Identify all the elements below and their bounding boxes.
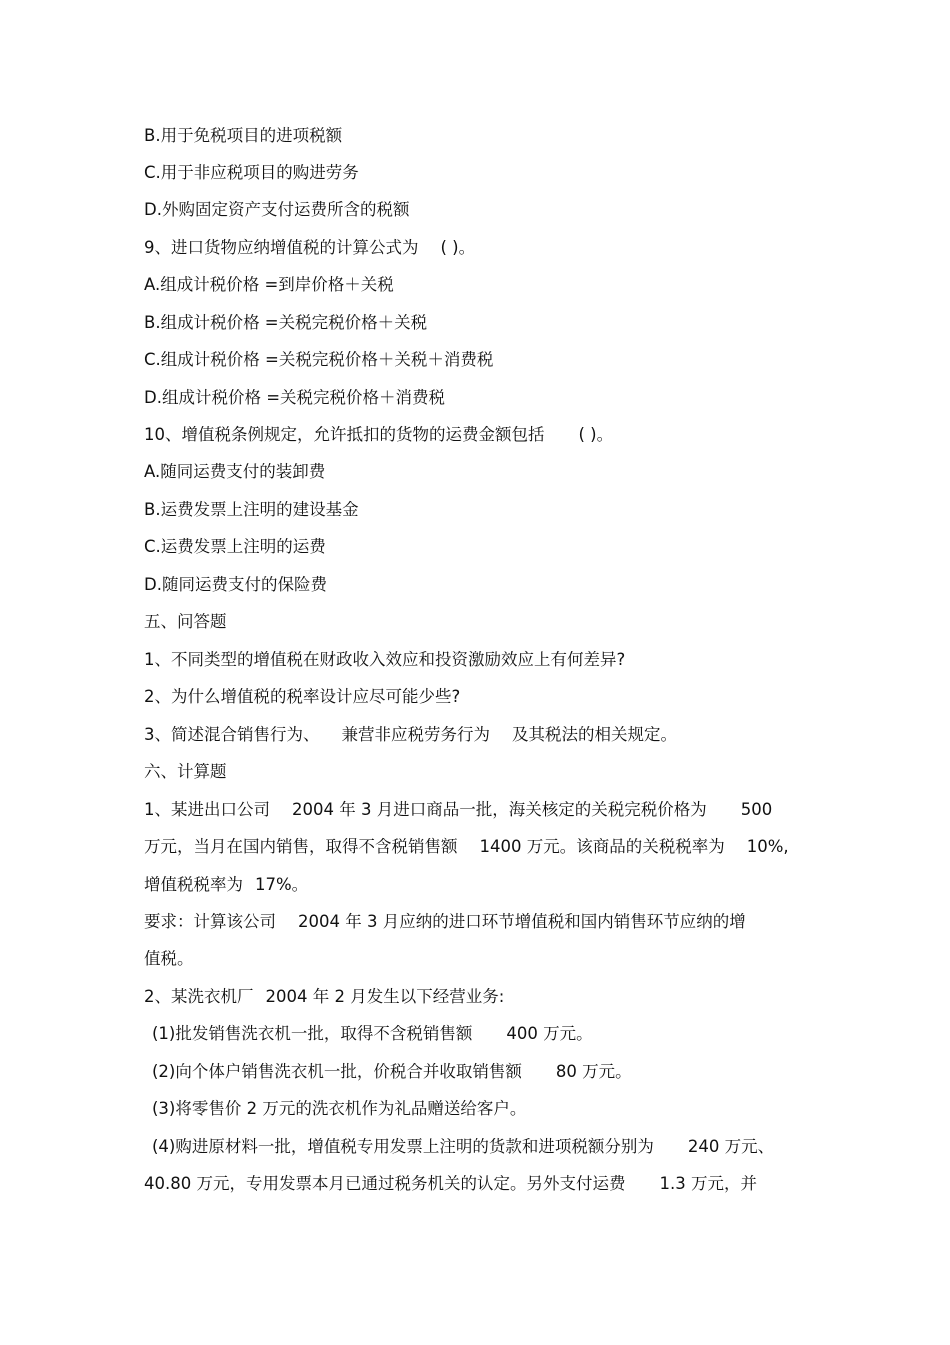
answer-blank: ( )。	[440, 238, 476, 257]
text: 40.80 万元，专用发票本月已通过税务机关的认定。另外支付运费	[144, 1174, 626, 1193]
text: B.组成计税价格 =关税完税价格＋关税	[144, 313, 428, 332]
text: D.随同运费支付的保险费	[144, 575, 327, 594]
text: 2004 年 3 月应纳的进口环节增值税和国内销售环节应纳的增	[298, 912, 746, 931]
q9-option-b	[144, 312, 427, 334]
text: A.组成计税价格 =到岸价格＋关税	[144, 275, 394, 294]
text: 值税。	[144, 949, 194, 968]
text: (4)购进原材料一批，增值税专用发票上注明的货款和进项税额分别为	[152, 1137, 654, 1156]
text: (1)批发销售洗衣机一批，取得不含税销售额	[152, 1024, 473, 1043]
text: (2)向个体户销售洗衣机一批，价税合并收取销售额	[152, 1062, 522, 1081]
text: 1、不同类型的增值税在财政收入效应和投资激励效应上有何差异?	[144, 650, 626, 669]
text: B.运费发票上注明的建设基金	[144, 500, 359, 519]
q10-option-d	[144, 574, 327, 596]
qa-question-3	[144, 724, 677, 746]
text: 1、某进出口公司	[144, 800, 270, 819]
text: 1400 万元。该商品的关税税率为	[479, 837, 725, 856]
calc-question-1-line-2	[144, 836, 789, 858]
answer-blank: ( )。	[578, 425, 614, 444]
text: 17%。	[255, 875, 309, 894]
text: 2004 年 3 月进口商品一批，海关核定的关税完税价格为	[292, 800, 707, 819]
text: 1.3 万元，并	[659, 1174, 757, 1193]
text: 要求：计算该公司	[144, 912, 276, 931]
q9-option-a	[144, 274, 394, 296]
q9-option-c	[144, 349, 493, 371]
q9-option-d	[144, 387, 445, 409]
text: 兼营非应税劳务行为	[341, 725, 490, 744]
qa-question-1	[144, 649, 625, 671]
text: 9、进口货物应纳增值税的计算公式为	[144, 238, 419, 257]
section-heading-qa	[144, 611, 227, 633]
text: D.组成计税价格 =关税完税价格＋消费税	[144, 388, 446, 407]
section-heading-calc	[144, 761, 227, 783]
text: 80 万元。	[555, 1062, 632, 1081]
q10-option-c	[144, 536, 326, 558]
calc-question-1-requirement	[144, 911, 746, 933]
text: C.运费发票上注明的运费	[144, 537, 326, 556]
question-10	[144, 424, 613, 446]
option-c-non-taxable-services	[144, 162, 359, 184]
calc-question-1-requirement-cont	[144, 948, 194, 970]
text: 400 万元。	[506, 1024, 593, 1043]
calc-question-2-item-4-cont	[144, 1173, 757, 1195]
calc-question-2-item-3	[152, 1098, 526, 1120]
text: 五、问答题	[144, 612, 227, 631]
calc-question-2-item-2	[152, 1061, 632, 1083]
calc-question-2-item-4	[152, 1136, 774, 1158]
option-b-tax-exempt	[144, 125, 342, 147]
calc-question-1-line-1	[144, 799, 772, 821]
text: 10、增值税条例规定，允许抵扣的货物的运费金额包括	[144, 425, 545, 444]
text: 六、计算题	[144, 762, 227, 781]
text: 增值税税率为	[144, 875, 243, 894]
text: (3)将零售价 2 万元的洗衣机作为礼品赠送给客户。	[152, 1099, 527, 1118]
text: 3、简述混合销售行为、	[144, 725, 320, 744]
text: 10%,	[746, 837, 789, 856]
text: 2、某洗衣机厂	[144, 987, 254, 1006]
calc-question-1-line-3	[144, 874, 308, 896]
text: 2、为什么增值税的税率设计应尽可能少些?	[144, 687, 461, 706]
option-d-fixed-assets-freight	[144, 199, 409, 221]
text: B.用于免税项目的进项税额	[144, 126, 343, 145]
question-9	[144, 237, 475, 259]
q10-option-a	[144, 461, 325, 483]
text: 及其税法的相关规定。	[512, 725, 677, 744]
text: 500	[740, 800, 773, 819]
text: C.用于非应税项目的购进劳务	[144, 163, 359, 182]
text: A.随同运费支付的装卸费	[144, 462, 326, 481]
text: C.组成计税价格 =关税完税价格＋关税＋消费税	[144, 350, 494, 369]
q10-option-b	[144, 499, 359, 521]
text: 2004 年 2 月发生以下经营业务:	[265, 987, 505, 1006]
text: 万元，当月在国内销售，取得不含税销售额	[144, 837, 458, 856]
text: 240 万元、	[687, 1137, 775, 1156]
qa-question-2	[144, 686, 460, 708]
calc-question-2-item-1	[152, 1023, 593, 1045]
calc-question-2	[144, 986, 504, 1008]
text: D.外购固定资产支付运费所含的税额	[144, 200, 410, 219]
